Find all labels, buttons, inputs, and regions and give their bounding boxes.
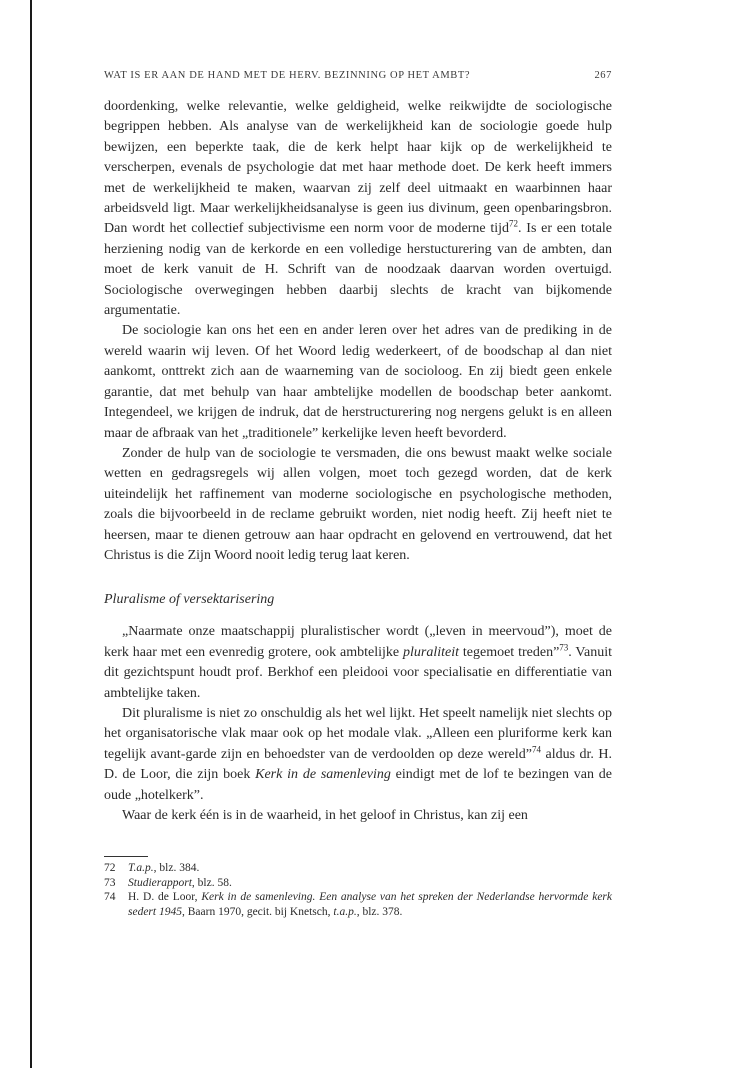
paragraph-4-emphasis: pluraliteit — [402, 644, 459, 660]
footnote-divider — [104, 856, 148, 857]
page-spine-edge — [30, 0, 32, 1068]
footnote-source: T.a.p. — [128, 862, 154, 875]
footnote-ref-72: 72 — [509, 218, 519, 229]
paragraph-5-text-b: aldus dr. H. D. de Loor, die zijn boek — [104, 746, 612, 783]
footnote-73 — [104, 876, 612, 891]
footnote-ref-74: 74 — [532, 744, 542, 755]
footnote-page: , blz. 384. — [153, 862, 200, 875]
paragraph-1-text-b: . Is er een totale herziening nodig van de kerkorde en een volledige herstucturering van de ambten, dan moet de kerk vanuit de H. Schrift van de noodzaak daarvan worden overtuigd. Sociologische overwegingen hebben daarbij slechts de kracht van bijkomende argumentatie. — [104, 221, 613, 319]
paragraph-5-text-a: Dit pluralisme is niet zo onschuldig als het wel lijkt. Het speelt namelijk niet slechts op het organisatorische vlak maar ook op het modale vlak. „Alleen een pluriforme kerk kan tegelijk avant-garde zijn en behoedster van de verdoolden op deze wereld” — [104, 705, 612, 762]
footnote-source: Kerk in de samenleving. Een analyse van het spreken der Nederlandse hervormde kerk sedert 1945 — [128, 891, 612, 918]
footnote-page: , blz. 378. — [356, 905, 403, 918]
paragraph-6: Waar de kerk één is in de waarheid, in het geloof in Christus, kan zij een — [122, 808, 528, 823]
paragraph-4-text-a: „Naarmate onze maatschappij pluralistischer wordt („leven in meervoud”), moet de kerk haar met een evenredig grotere, ook ambtelijke — [104, 624, 612, 660]
footnote-author: H. D. de Loor, — [128, 891, 202, 904]
section-title: Pluralisme of versektarisering — [104, 592, 275, 608]
running-header — [104, 70, 612, 81]
footnote-text — [128, 890, 612, 919]
paragraph-1 — [104, 97, 612, 321]
page-number: 267 — [594, 70, 612, 81]
paragraph-5 — [104, 704, 612, 806]
footnote-number: 73 — [104, 876, 116, 889]
paragraph-1-text-a: doordenking, welke relevantie, welke geldigheid, welke reikwijdte de sociologische begrippen hebben. Als analyse van de werkelijkheid kan de sociologie goede hulp bewijzen, een beperkte taak, die de kerk helpt haar kijk op de werkelijkheid te verscherpen, evenals de psychologie dat met haar methode doet. De kerk heeft immers met de werkelijkheid te maken, waarvan zij zelf deel uitmaakt en waarbinnen haar arbeidsveld ligt. Maar werkelijkheidsanalyse is geen ius divinum, geen openbaringsbron. Dan wordt het collectief subjectivisme een norm voor de moderne tijd — [104, 99, 612, 237]
paragraph-4-text-b: tegemoet treden” — [458, 644, 560, 660]
footnote-text — [128, 876, 612, 891]
footnote-source: Studierapport — [128, 876, 192, 889]
footnote-ref-abbrev: t.a.p. — [333, 905, 357, 918]
footnote-ref-73: 73 — [559, 642, 569, 653]
running-title: WAT IS ER AAN DE HAND MET DE HERV. BEZINNING OP HET AMBT? — [104, 70, 471, 81]
footnote-number: 74 — [104, 891, 116, 904]
paragraph-3: Zonder de hulp van de sociologie te versmaden, die ons bewust maakt welke sociale wetten en gedragsregels wij allen volgen, moet toch gezegd worden, dat de kerk uiteindelijk het raffinement van moderne sociologische en psychologische methoden, zoals die bijvoorbeeld in de reclame gebruikt worden, niet nodig heeft. Zij heeft niet te heersen, maar te dienen getrouw aan haar opdracht en gelovend en vertrouwend, dat het Christus is die Zijn Woord nooit ledig terug laat keren. — [104, 445, 612, 563]
paragraph-5-text-c: eindigt met de lof te bezingen van de oude „hotelkerk”. — [104, 767, 612, 803]
footnote-page: , blz. 58. — [191, 876, 232, 889]
paragraph-5-book-title: Kerk in de samenleving — [255, 767, 391, 783]
footnote-72 — [104, 861, 612, 876]
book-page — [104, 70, 612, 919]
paragraph-4-text-c: . Vanuit dit gezichtspunt houdt prof. Berkhof een pleidooi voor specialisatie en differentiatie van ambtelijke taken. — [104, 644, 612, 701]
footnote-74 — [104, 890, 612, 919]
footnote-number: 72 — [104, 862, 116, 875]
footnote-text — [128, 861, 612, 876]
paragraph-2: De sociologie kan ons het een en ander leren over het adres van de prediking in de wereld waarin wij leven. Of het Woord ledig wederkeert, of de boodschap al dan niet aankomt, onttrekt zich aan de waarneming van de socioloog. En zij biedt geen enkele garantie, dat met behulp van haar ambtelijke modellen de boodschap beter aankomt. Integendeel, we krijgen de indruk, dat de herstructurering nog nergens gelukt is en alleen maar de afbraak van het „traditionele” kerkelijke leven heeft bevorderd. — [104, 323, 612, 441]
paragraph-4 — [104, 622, 612, 704]
footnote-publisher: , Baarn 1970, gecit. bij Knetsch, — [181, 905, 334, 918]
